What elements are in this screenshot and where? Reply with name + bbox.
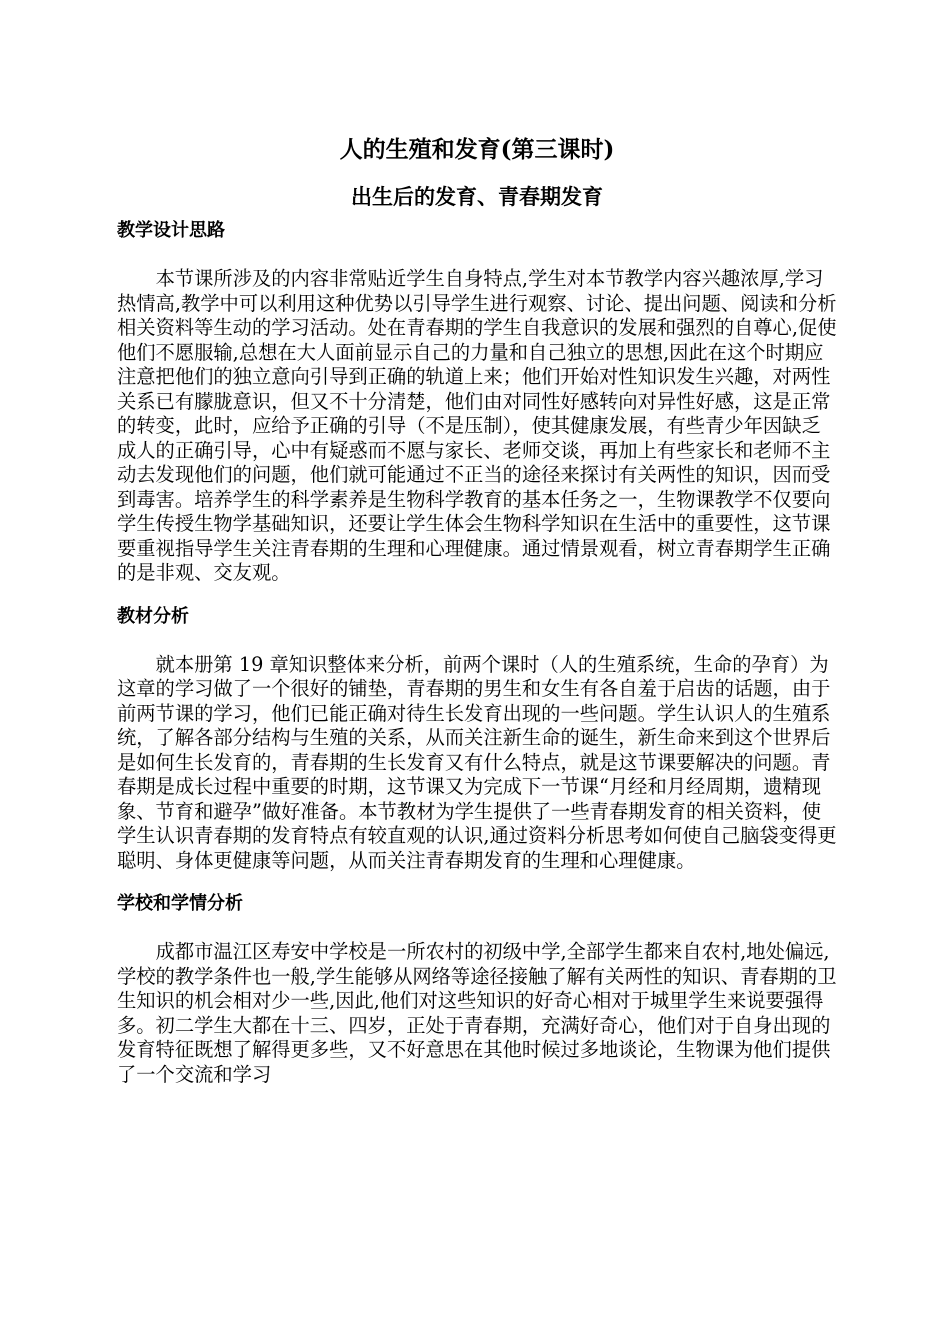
section-heading: 教学设计思路	[117, 220, 225, 241]
document-subtitle: 出生后的发育、青春期发育	[351, 184, 603, 209]
section-school-analysis	[117, 890, 837, 1086]
document-page	[117, 133, 837, 1086]
section-paragraph: 本节课所涉及的内容非常贴近学生自身特点,学生对本节教学内容兴趣浓厚,学习热情高,教学中可以利用这种优势以引导学生进行观察、讨论、提出问题、阅读和分析相关资料等生动的学习活动。处在青春期的学生自我意识的发展和强烈的自尊心,促使他们不愿服输,总想在大人面前显示自己的力量和自己独立的思想,因此在这个时期应注意把他们的独立意向引导到正确的轨道上来；他们开始对性知识发生兴趣，对两性关系已有朦胧意识，但又不十分清楚，他们由对同性好感转向对异性好感，这是正常的转变，此时，应给予正确的引导（不是压制），使其健康发展，有些青少年因缺乏成人的正确引导，心中有疑惑而不愿与家长、老师交谈，再加上有些家长和老师不主动去发现他们的问题，他们就可能通过不正当的途径来探讨有关两性的知识，因而受到毒害。培养学生的科学素养是生物科学教育的基本任务之一，生物课教学不仅要向学生传授生物学基础知识，还要让学生体会生物科学知识在生活中的重要性，这节课要重视指导学生关注青春期的生理和心理健康。通过情景观看，树立青春期学生正确的是非观、交友观。	[117, 267, 837, 584]
section-teaching-design	[117, 217, 837, 586]
section-material-analysis	[117, 603, 837, 874]
section-paragraph: 就本册第 19 章知识整体来分析，前两个课时（人的生殖系统，生命的孕育）为这章的学习做了一个很好的铺垫，青春期的男生和女生有各自羞于启齿的话题，由于前两节课的学习，他们已能正确对待生长发育出现的一些问题。学生认识人的生殖系统，了解各部分结构与生殖的关系，从而关注新生命的诞生，新生命来到这个世界后是如何生长发育的，青春期的生长发育又有什么特点，就是这节课要解决的问题。青春期是成长过程中重要的时期，这节课又为完成下一节课“月经和月经周期，遗精现象、节育和避孕”做好准备。本节教材为学生提供了一些青春期发育的相关资料，使学生认识青春期的发育特点有较直观的认识,通过资料分析思考如何使自己脑袋变得更聪明、身体更健康等问题，从而关注青春期发育的生理和心理健康。	[117, 652, 837, 872]
section-paragraph: 成都市温江区寿安中学校是一所农村的初级中学,全部学生都来自农村,地处偏远,学校的教学条件也一般,学生能够从网络等途径接触了解有关两性的知识、青春期的卫生知识的机会相对少一些,因此,他们对这些知识的好奇心相对于城里学生来说要强得多。初二学生大都在十三、四岁，正处于青春期，充满好奇心，他们对于自身出现的发育特征既想了解得更多些，又不好意思在其他时候过多地谈论，生物课为他们提供了一个交流和学习	[117, 940, 837, 1086]
section-heading: 学校和学情分析	[117, 893, 243, 914]
document-title: 人的生殖和发育(第三课时)	[339, 136, 615, 163]
section-heading: 教材分析	[117, 605, 189, 627]
